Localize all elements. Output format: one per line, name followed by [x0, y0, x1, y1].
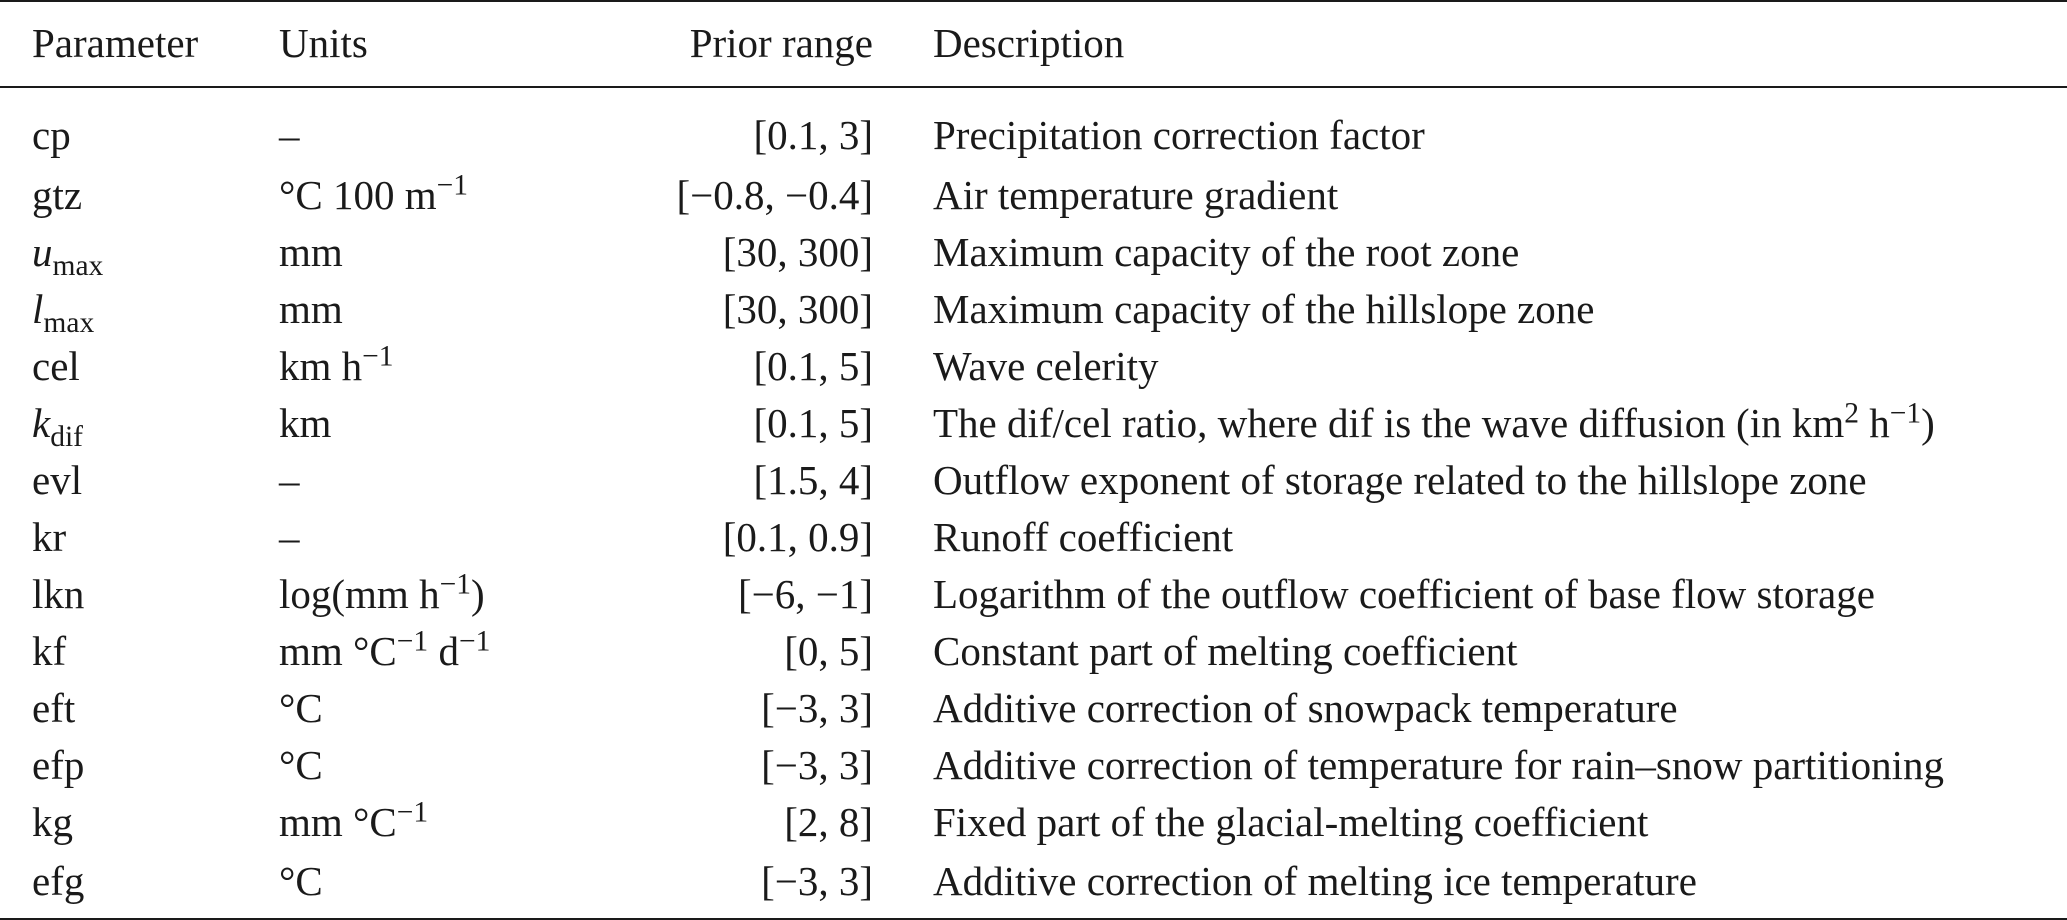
cell-description: Precipitation correction factor [933, 111, 1425, 158]
cell-description: Additive correction of temperature for rain–snow partitioning [933, 742, 1945, 788]
cell-parameter [0, 87, 278, 167]
param-symbol: eft [32, 685, 76, 731]
param-symbol: kg [32, 799, 73, 845]
cell-range: [30, 300] [722, 286, 873, 332]
cell-range: [30, 300] [722, 229, 873, 275]
cell-parameter [0, 224, 278, 281]
table-row [0, 566, 2067, 623]
description-text: ) [1921, 400, 1935, 446]
table-row [0, 680, 2067, 737]
cell-range: [−0.8, −0.4] [676, 172, 873, 218]
cell-range: [−3, 3] [761, 742, 873, 788]
cell-parameter [0, 167, 278, 224]
cell-range: [−3, 3] [761, 685, 873, 731]
cell-range: [0.1, 0.9] [722, 514, 873, 560]
units-exponent: −1 [436, 169, 469, 202]
cell-units [278, 794, 570, 851]
table-row [0, 452, 2067, 509]
cell-units [278, 680, 570, 737]
units-text: °C [279, 742, 323, 788]
units-text: log(mm h [279, 571, 440, 617]
cell-units [278, 87, 570, 167]
header-row [0, 1, 2067, 87]
cell-units [278, 566, 570, 623]
param-symbol: evl [32, 457, 83, 503]
table-row [0, 737, 2067, 794]
units-exponent: −1 [396, 796, 429, 829]
description-exponent: −1 [1889, 397, 1922, 430]
cell-description: Maximum capacity of the root zone [933, 229, 1520, 275]
cell-description: Logarithm of the outflow coefficient of base flow storage [933, 571, 1875, 617]
header-units: Units [279, 20, 368, 66]
cell-description: Fixed part of the glacial-melting coefficient [933, 799, 1649, 845]
units-text: km [279, 400, 332, 446]
header-description: Description [933, 20, 1125, 66]
param-symbol: efg [32, 857, 85, 904]
cell-parameter [0, 395, 278, 452]
cell-range: [0.1, 3] [753, 111, 873, 158]
cell-parameter [0, 794, 278, 851]
units-exponent: −1 [458, 625, 491, 658]
cell-units [278, 452, 570, 509]
table-row [0, 395, 2067, 452]
cell-units [278, 851, 570, 919]
cell-range: [0.1, 5] [753, 400, 873, 446]
cell-description: Outflow exponent of storage related to the hillslope zone [933, 457, 1867, 503]
cell-description: Constant part of melting coefficient [933, 628, 1518, 674]
param-symbol: k [32, 400, 51, 446]
cell-range: [−6, −1] [737, 571, 873, 617]
table-row [0, 794, 2067, 851]
cell-units [278, 281, 570, 338]
cell-range: [−3, 3] [761, 857, 873, 904]
units-text: – [279, 514, 300, 560]
table-row [0, 224, 2067, 281]
cell-units [278, 167, 570, 224]
cell-parameter [0, 281, 278, 338]
param-subscript: max [52, 250, 104, 283]
param-subscript: dif [50, 421, 83, 454]
cell-description: Additive correction of snowpack temperature [933, 685, 1678, 731]
units-text: mm °C [279, 628, 397, 674]
description-text: h [1859, 400, 1890, 446]
units-text: °C [279, 857, 323, 904]
table-row [0, 851, 2067, 919]
cell-parameter [0, 509, 278, 566]
units-text: ) [470, 571, 485, 617]
description-exponent: 2 [1844, 397, 1859, 430]
units-exponent: −1 [362, 340, 394, 373]
units-text: – [279, 457, 300, 503]
cell-units [278, 623, 570, 680]
cell-units [278, 338, 570, 395]
description-text: The dif/cel ratio, where dif is the wave diffusion (in km [933, 400, 1845, 446]
param-symbol: kr [32, 514, 67, 560]
cell-description: Additive correction of melting ice temperature [933, 857, 1697, 904]
table-row [0, 281, 2067, 338]
units-exponent: −1 [439, 568, 471, 601]
table-row [0, 623, 2067, 680]
cell-units [278, 737, 570, 794]
cell-parameter [0, 566, 278, 623]
cell-description [873, 395, 2067, 452]
cell-parameter [0, 851, 278, 919]
table-row [0, 509, 2067, 566]
table-row [0, 338, 2067, 395]
units-text: mm [279, 229, 343, 275]
param-symbol: cp [32, 111, 71, 158]
cell-range: [2, 8] [784, 799, 873, 845]
header-parameter: Parameter [32, 20, 199, 66]
param-symbol: gtz [32, 172, 83, 218]
param-symbol: u [32, 229, 53, 275]
units-text: d [428, 628, 459, 674]
cell-units [278, 224, 570, 281]
units-text: mm °C [279, 799, 397, 845]
param-symbol: cel [32, 343, 80, 389]
cell-range: [1.5, 4] [753, 457, 873, 503]
cell-units [278, 395, 570, 452]
cell-description: Wave celerity [933, 343, 1159, 389]
param-symbol: lkn [32, 571, 85, 617]
units-text: – [279, 111, 300, 158]
units-text: km h [279, 343, 363, 389]
param-symbol: kf [32, 628, 67, 674]
cell-description: Air temperature gradient [933, 172, 1339, 218]
units-exponent: −1 [396, 625, 429, 658]
param-symbol: efp [32, 742, 85, 788]
cell-parameter [0, 680, 278, 737]
cell-range: [0.1, 5] [753, 343, 873, 389]
table-body [0, 87, 2067, 919]
cell-units [278, 509, 570, 566]
cell-description: Runoff coefficient [933, 514, 1234, 560]
cell-parameter [0, 452, 278, 509]
header-prior-range: Prior range [689, 20, 873, 66]
units-text: °C [279, 685, 323, 731]
cell-parameter [0, 338, 278, 395]
units-text: °C 100 m [279, 172, 437, 218]
table-row [0, 87, 2067, 167]
cell-parameter [0, 737, 278, 794]
cell-range: [0, 5] [784, 628, 873, 674]
cell-description: Maximum capacity of the hillslope zone [933, 286, 1595, 332]
units-text: mm [279, 286, 343, 332]
param-symbol: l [32, 286, 44, 332]
param-subscript: max [43, 307, 95, 340]
table-row [0, 167, 2067, 224]
table-header [0, 1, 2067, 87]
cell-parameter [0, 623, 278, 680]
